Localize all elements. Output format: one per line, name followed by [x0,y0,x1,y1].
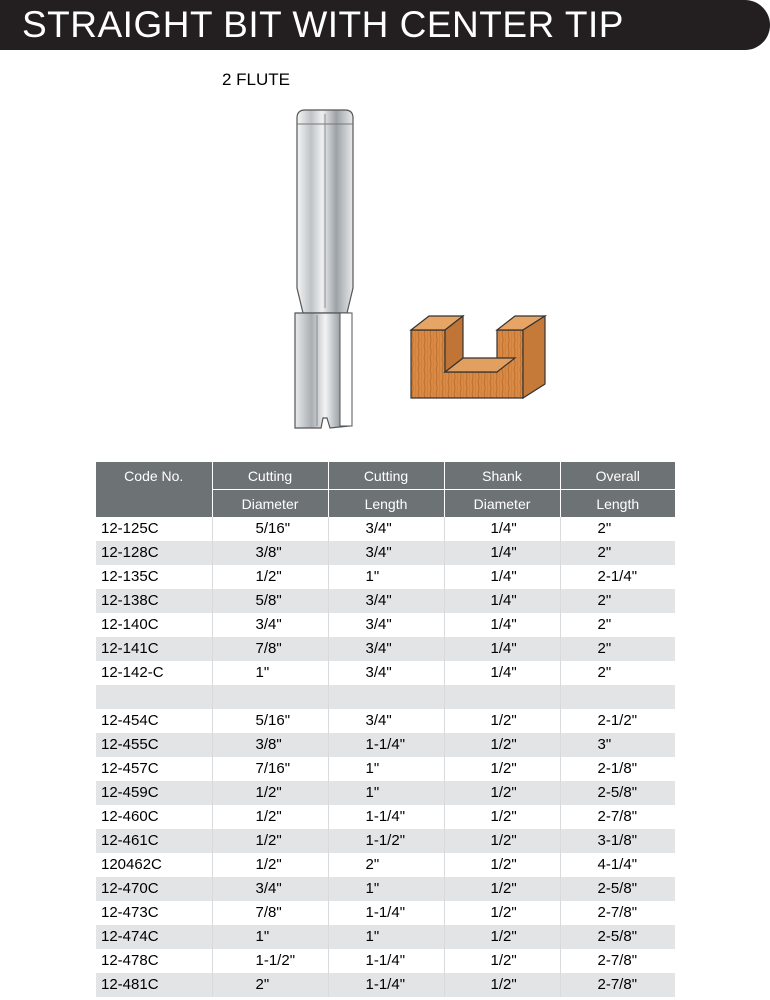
overall-length-cell: 2-7/8" [560,973,675,997]
table-row [96,973,675,997]
table-row [96,733,675,757]
table-row [96,613,675,637]
cutting-length-cell: 1-1/4" [328,733,444,757]
shank-diameter-cell: 1/4" [444,541,560,565]
cutting-diameter-cell: 1/2" [212,853,328,877]
cutting-diameter-cell: 3/4" [212,877,328,901]
overall-length-cell: 3-1/8" [560,829,675,853]
cutting-diameter-cell: 7/8" [212,637,328,661]
table-row [96,685,675,709]
overall-length-cell: 4-1/4" [560,853,675,877]
header-cutting-length-2: Length [328,490,444,518]
overall-length-cell: 2-5/8" [560,925,675,949]
code-cell: 12-474C [96,925,212,949]
code-cell: 12-455C [96,733,212,757]
table-row [96,541,675,565]
code-cell: 12-135C [101,568,159,585]
cutting-length-cell: 1" [328,781,444,805]
header-shank-diameter-1: Shank [444,462,560,490]
cutting-length-cell: 1-1/2" [328,829,444,853]
code-cell: 12-460C [101,808,159,825]
page-title: STRAIGHT BIT WITH CENTER TIP [22,4,624,45]
cutting-diameter-cell: 1-1/2" [212,949,328,973]
cutting-length-cell: 3/4" [328,541,444,565]
table-row [96,853,675,877]
overall-length-cell: 2-5/8" [560,877,675,901]
table-row [96,829,675,853]
overall-length-cell: 2-1/4" [560,565,675,589]
overall-length-cell: 2" [560,517,675,541]
title-bar [0,0,770,50]
overall-length-cell: 2" [560,637,675,661]
cutting-diameter-cell: 3/8" [212,541,328,565]
shank-diameter-cell: 1/4" [444,637,560,661]
code-cell: 12-454C [101,712,159,729]
code-cell: 12-478C [101,952,159,969]
cutting-length-cell: 3/4" [328,589,444,613]
code-cell: 120462C [101,856,162,873]
cutting-length-cell: 1" [328,757,444,781]
code-cell: 12-470C [96,877,212,901]
overall-length-cell: 2-7/8" [560,805,675,829]
cutting-diameter-cell: 2" [212,973,328,997]
cutting-length-cell: 3/4" [328,613,444,637]
code-cell: 12-125C [101,520,159,537]
overall-length-cell: 2" [560,661,675,685]
overall-length-cell: 2-1/8" [560,757,675,781]
wood-groove-cut-illustration [405,310,555,405]
shank-diameter-cell: 1/4" [444,661,560,685]
table-row [96,661,675,685]
shank-diameter-cell: 1/2" [444,853,560,877]
cutting-diameter-cell: 1" [212,925,328,949]
header-overall-length-2: Length [560,490,675,518]
shank-diameter-cell: 1/2" [444,949,560,973]
code-cell: 12-140C [101,616,159,633]
header-code: Code No. [96,462,212,517]
code-cell: 12-142-C [101,664,164,681]
header-cutting-diameter-1: Cutting [212,462,328,490]
shank-diameter-cell: 1/2" [444,757,560,781]
table-row [96,781,675,805]
shank-diameter-cell: 1/2" [444,733,560,757]
overall-length-cell: 2-5/8" [560,781,675,805]
table-row [96,709,675,733]
header-shank-diameter-2: Diameter [444,490,560,518]
code-cell: 12-141C [96,637,212,661]
table-row [96,637,675,661]
shank-diameter-cell: 1/2" [444,781,560,805]
cutting-length-cell: 1-1/4" [328,973,444,997]
overall-length-cell: 2-7/8" [560,949,675,973]
cutting-length-cell: 3/4" [328,637,444,661]
code-cell: 12-459C [96,781,212,805]
shank-diameter-cell [444,685,560,709]
cutting-length-cell: 2" [328,853,444,877]
code-cell: 12-457C [101,760,159,777]
cutting-diameter-cell: 1/2" [212,781,328,805]
table-row [96,517,675,541]
code-cell: 12-138C [96,589,212,613]
cutting-length-cell: 1" [328,565,444,589]
overall-length-cell: 2" [560,589,675,613]
cutting-length-cell: 1" [328,925,444,949]
table-row [96,877,675,901]
overall-length-cell [560,685,675,709]
table-row [96,757,675,781]
header-cutting-diameter-2: Diameter [212,490,328,518]
table-row [96,901,675,925]
cutting-diameter-cell: 1/2" [212,829,328,853]
cutting-length-cell: 1-1/4" [328,805,444,829]
cutting-diameter-cell: 5/8" [212,589,328,613]
cutting-length-cell: 1-1/4" [328,949,444,973]
cutting-diameter-cell: 3/4" [212,613,328,637]
overall-length-cell: 2-7/8" [560,901,675,925]
table-row [96,589,675,613]
overall-length-cell: 2" [560,613,675,637]
shank-diameter-cell: 1/2" [444,709,560,733]
overall-length-cell: 2" [560,541,675,565]
shank-diameter-cell: 1/2" [444,877,560,901]
spec-table [96,462,675,997]
cutting-length-cell: 3/4" [328,661,444,685]
table-row [96,949,675,973]
code-cell: 12-461C [96,829,212,853]
code-cell: 12-481C [96,973,212,997]
code-cell: 12-473C [101,904,159,921]
shank-diameter-cell: 1/4" [444,565,560,589]
cutting-diameter-cell: 1" [212,661,328,685]
code-cell [96,685,212,709]
cutting-length-cell: 3/4" [328,517,444,541]
shank-diameter-cell: 1/2" [444,901,560,925]
cutting-diameter-cell: 5/16" [212,517,328,541]
cutting-length-cell [328,685,444,709]
cutting-diameter-cell: 1/2" [212,565,328,589]
cutting-diameter-cell: 5/16" [212,709,328,733]
cutting-diameter-cell: 7/8" [212,901,328,925]
shank-diameter-cell: 1/4" [444,613,560,637]
shank-diameter-cell: 1/2" [444,925,560,949]
cutting-length-cell: 1-1/4" [328,901,444,925]
cutting-length-cell: 3/4" [328,709,444,733]
cutting-length-cell: 1" [328,877,444,901]
table-row [96,925,675,949]
header-cutting-length-1: Cutting [328,462,444,490]
shank-diameter-cell: 1/2" [444,805,560,829]
cutting-diameter-cell: 1/2" [212,805,328,829]
code-cell: 12-128C [96,541,212,565]
header-overall-length-1: Overall [560,462,675,490]
router-bit-illustration [285,108,365,434]
shank-diameter-cell: 1/4" [444,517,560,541]
overall-length-cell: 3" [560,733,675,757]
shank-diameter-cell: 1/2" [444,973,560,997]
overall-length-cell: 2-1/2" [560,709,675,733]
cutting-diameter-cell [212,685,328,709]
cutting-diameter-cell: 7/16" [212,757,328,781]
flute-subtitle: 2 FLUTE [222,70,291,89]
table-row [96,565,675,589]
shank-diameter-cell: 1/2" [444,829,560,853]
shank-diameter-cell: 1/4" [444,589,560,613]
cutting-diameter-cell: 3/8" [212,733,328,757]
table-row [96,805,675,829]
